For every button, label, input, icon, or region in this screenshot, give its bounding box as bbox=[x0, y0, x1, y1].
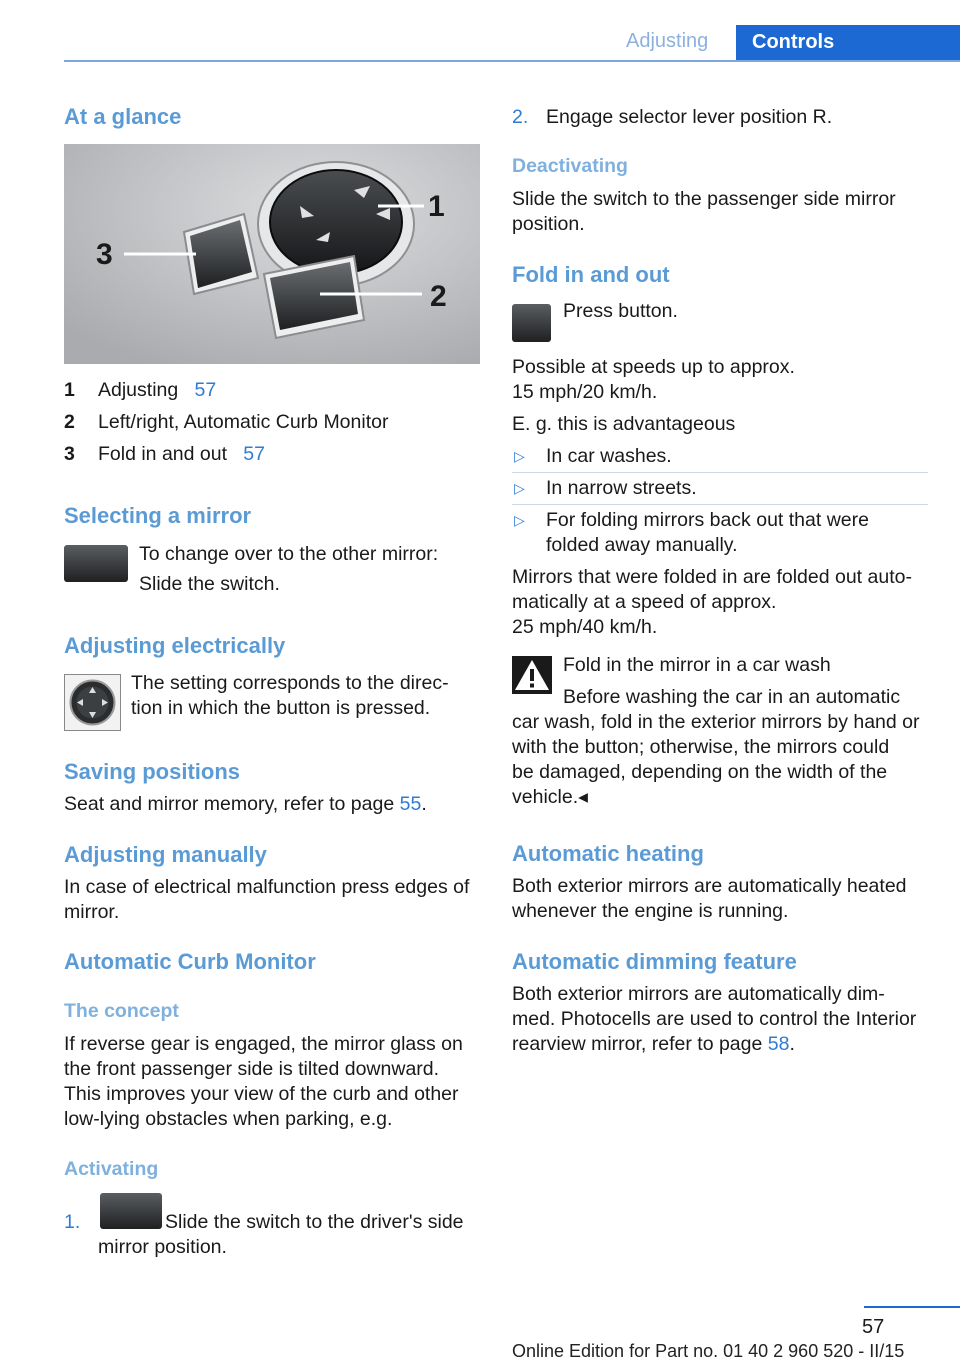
step-1-text-b: mirror position. bbox=[98, 1236, 227, 1258]
warning-line-4: be damaged, depending on the width of the bbox=[512, 761, 888, 783]
mirror-switch-icon bbox=[64, 545, 128, 582]
legend-text: Adjusting bbox=[98, 379, 179, 401]
deactivating-text-2: position. bbox=[512, 213, 585, 235]
direction-pad-icon bbox=[64, 674, 121, 731]
legend-text: Fold in and out bbox=[98, 443, 228, 465]
heading-adjusting-manually: Adjusting manually bbox=[64, 842, 267, 867]
legend-num: 2 bbox=[64, 411, 75, 433]
photo-label-1: 1 bbox=[428, 190, 445, 223]
heading-saving-positions: Saving positions bbox=[64, 759, 241, 784]
warning-line-3: with the button; otherwise, the mirrors could bbox=[512, 736, 890, 758]
bullet-triangle-icon: ▷ bbox=[514, 480, 525, 496]
footer-rule bbox=[864, 1306, 960, 1308]
dimming-text-1: Both exterior mirrors are automatically dim- bbox=[512, 983, 885, 1005]
warning-title: Fold in the mirror in a car wash bbox=[563, 654, 831, 676]
heating-text-1: Both exterior mirrors are automatically heated bbox=[512, 875, 907, 897]
heading-selecting-mirror: Selecting a mirror bbox=[64, 503, 252, 528]
mirror-controls-photo bbox=[64, 144, 480, 364]
saving-text bbox=[64, 792, 427, 817]
legend-num: 1 bbox=[64, 379, 75, 401]
header-section: Adjusting bbox=[626, 30, 709, 52]
warning-line-1: Before washing the car in an automatic bbox=[563, 686, 901, 708]
warning-line-2: car wash, fold in the exterior mirrors by hand or bbox=[512, 711, 920, 733]
dimming-period: . bbox=[789, 1033, 795, 1055]
deactivating-text-1: Slide the switch to the passenger side mirror bbox=[512, 188, 896, 210]
subheading-deactivating: Deactivating bbox=[512, 155, 628, 177]
fold-button-icon bbox=[512, 304, 551, 342]
heading-automatic-heating: Automatic heating bbox=[512, 841, 704, 866]
legend-label-2: Left/right, Automatic Curb Monitor bbox=[98, 411, 389, 433]
bullet-2: In narrow streets. bbox=[546, 477, 697, 499]
adjusting-text-1: The setting corresponds to the direc- bbox=[131, 672, 449, 694]
selecting-text-2: Slide the switch. bbox=[139, 573, 280, 595]
fold-auto-1: Mirrors that were folded in are folded out auto- bbox=[512, 566, 912, 588]
saving-body: Seat and mirror memory, refer to page bbox=[64, 793, 400, 815]
subheading-activating: Activating bbox=[64, 1158, 159, 1180]
concept-line-4: low-lying obstacles when parking, e.g. bbox=[64, 1108, 393, 1130]
subheading-concept: The concept bbox=[64, 1000, 179, 1022]
legend-label-1 bbox=[98, 378, 216, 403]
fold-eg: E. g. this is advantageous bbox=[512, 413, 736, 435]
concept-line-1: If reverse gear is engaged, the mirror glass on bbox=[64, 1033, 463, 1055]
dimming-text-3 bbox=[512, 1032, 795, 1057]
heading-curb-monitor: Automatic Curb Monitor bbox=[64, 949, 316, 974]
concept-line-3: This improves your view of the curb and other bbox=[64, 1083, 459, 1105]
dimming-body: rearview mirror, refer to page bbox=[512, 1033, 768, 1055]
page-link-58[interactable]: 58 bbox=[767, 1033, 790, 1055]
legend-item-1 bbox=[64, 378, 75, 403]
footer-edition: Online Edition for Part no. 01 40 2 960 520 - II/15 bbox=[512, 1341, 905, 1361]
fold-press-text: Press button. bbox=[563, 300, 678, 322]
step-1-number: 1. bbox=[64, 1211, 81, 1233]
legend-page-link[interactable]: 57 bbox=[243, 443, 265, 465]
fold-speed-2: 15 mph/20 km/h. bbox=[512, 381, 658, 403]
header-rule bbox=[64, 60, 960, 62]
manual-text-1: In case of electrical malfunction press edges of bbox=[64, 876, 470, 898]
bullet-1: In car washes. bbox=[546, 445, 672, 467]
photo-label-2: 2 bbox=[430, 280, 447, 313]
heading-fold-in-out: Fold in and out bbox=[512, 262, 670, 287]
bullet-triangle-icon: ▷ bbox=[514, 448, 525, 464]
manual-text-2: mirror. bbox=[64, 901, 120, 923]
heading-adjusting-electrically: Adjusting electrically bbox=[64, 633, 286, 658]
fold-speed-1: Possible at speeds up to approx. bbox=[512, 356, 795, 378]
legend-page-link[interactable]: 57 bbox=[194, 379, 217, 401]
legend-label-3 bbox=[98, 442, 265, 467]
fold-auto-2: matically at a speed of approx. bbox=[512, 591, 777, 613]
photo-label-3: 3 bbox=[96, 238, 113, 271]
heating-text-2: whenever the engine is running. bbox=[512, 900, 789, 922]
header-chapter-tab[interactable]: Controls bbox=[736, 25, 960, 62]
legend-num: 3 bbox=[64, 443, 75, 465]
page-link-55[interactable]: 55 bbox=[399, 793, 422, 815]
concept-line-2: the front passenger side is tilted downward. bbox=[64, 1058, 440, 1080]
warning-icon bbox=[512, 656, 552, 699]
adjusting-text-2: tion in which the button is pressed. bbox=[131, 697, 431, 719]
fold-auto-3: 25 mph/40 km/h. bbox=[512, 616, 658, 638]
mirror-controls-illustration bbox=[64, 144, 480, 364]
step-2-number: 2. bbox=[512, 106, 529, 128]
bullet-3-continued: folded away manually. bbox=[546, 534, 738, 556]
bullet-triangle-icon: ▷ bbox=[514, 512, 525, 528]
step-1-text-a: Slide the switch to the driver's side bbox=[165, 1211, 464, 1233]
selecting-text-1: To change over to the other mirror: bbox=[139, 543, 439, 565]
bullet-3: For folding mirrors back out that were bbox=[546, 509, 869, 531]
mirror-switch-icon bbox=[100, 1193, 162, 1229]
page-number: 57 bbox=[862, 1316, 885, 1338]
heading-automatic-dimming: Automatic dimming feature bbox=[512, 949, 797, 974]
bullet-divider bbox=[512, 472, 928, 473]
step-2-text: Engage selector lever position R. bbox=[546, 106, 833, 128]
heading-at-a-glance: At a glance bbox=[64, 104, 182, 129]
dimming-text-2: med. Photocells are used to control the Interior bbox=[512, 1008, 917, 1030]
legend-item-2 bbox=[64, 410, 75, 435]
bullet-divider bbox=[512, 504, 928, 505]
saving-period: . bbox=[421, 793, 427, 815]
legend-item-3 bbox=[64, 442, 75, 467]
warning-line-5: vehicle.◂ bbox=[512, 786, 588, 808]
